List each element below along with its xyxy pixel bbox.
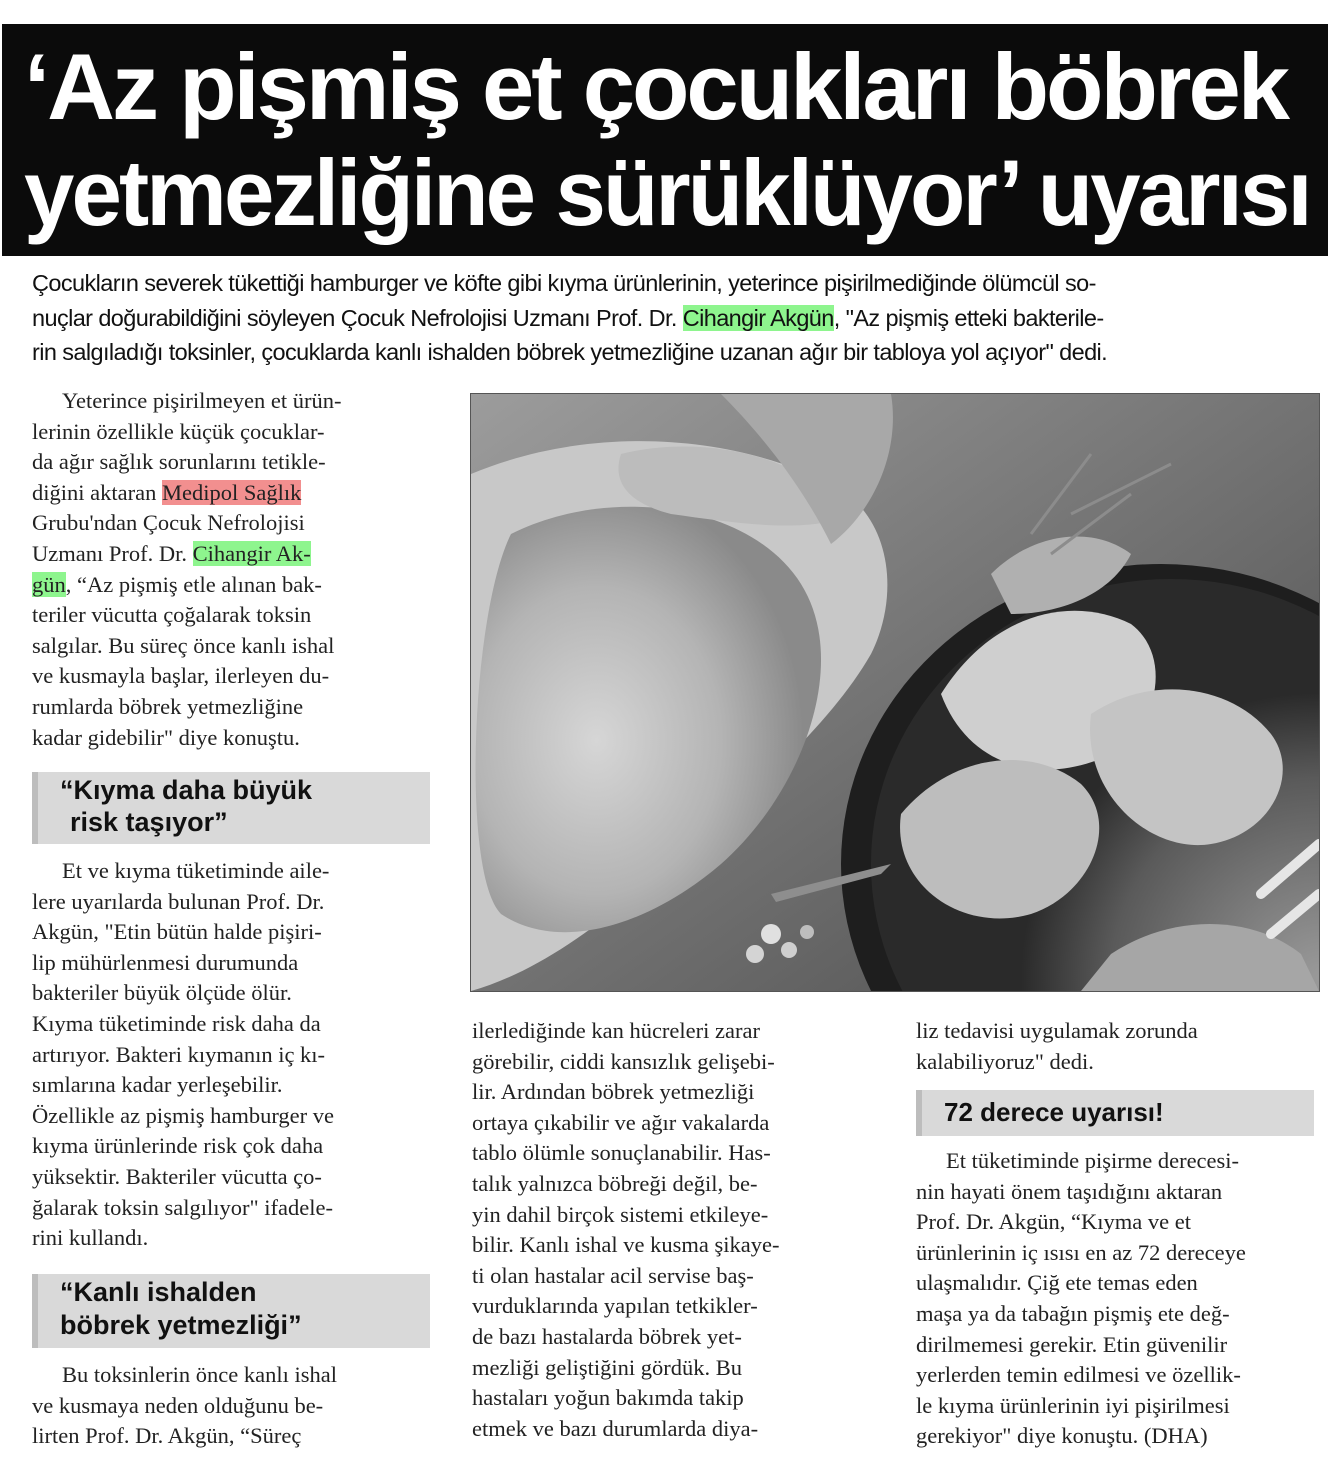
body-line: ortaya çıkabilir ve ağır vakalarda [472,1109,770,1135]
body-text: , “Az pişmiş etle alınan bak- [65,571,322,597]
body-line: hastaları yoğun bakımda takip [472,1385,744,1411]
body-line: mezliği geliştiğini gördük. Bu [472,1354,742,1380]
body-line: gerekiyor" diye konuştu. (DHA) [916,1423,1208,1449]
body-text: Uzmanı Prof. Dr. [32,540,193,566]
body-line: rini kullandı. [32,1225,149,1251]
lead-line: Çocukların severek tükettiği hamburger ve köfte gibi kıyma ürünlerinin, yeterince pişirilmediğinde ölümcül so- [32,270,1096,296]
body-line: dirilmemesi gerekir. Etin güvenilir [916,1331,1228,1357]
subheading-line: “Kıyma daha büyük [60,775,313,805]
body-line: Grubu'ndan Çocuk Nefrolojisi [32,510,305,536]
body-line: kadar gidebilir" diye konuştu. [32,724,300,750]
body-line: Yeterince pişirilmeyen et ürün- [62,388,342,413]
body-line: ve kusmaya neden olduğunu be- [32,1392,324,1418]
lead-line: rin salgıladığı toksinler, çocuklarda kanlı ishalden böbrek yetmezliğine uzanan ağır bir tabloya yol açıyor" dedi. [32,339,1108,365]
column-1-paragraph-3 [32,1360,448,1452]
body-line [32,539,448,570]
highlighted-person-name: Cihangir Akgün [682,304,834,331]
body-line: ve kusmayla başlar, ilerleyen du- [32,663,330,689]
body-line [32,478,448,509]
body-line: lir. Ardından böbrek yetmezliği [472,1079,755,1105]
subheading-1 [32,772,430,844]
column-1-paragraph-2 [32,856,448,1254]
body-line: ti olan hastalar acil servise baş- [472,1262,754,1288]
body-line [32,570,448,601]
body-line: Akgün, "Etin bütün halde pişiri- [32,919,322,945]
body-line: ürünlerinin iç ısısı en az 72 dereceye [916,1239,1246,1265]
body-line: Et tüketiminde pişirme derecesi- [946,1148,1240,1173]
subheading-line: 72 derece uyarısı! [944,1097,1164,1127]
body-line: Et ve kıyma tüketiminde aile- [62,858,330,883]
body-line: ğalarak toksin salgılıyor" ifadele- [32,1194,333,1220]
body-line: maşa ya da tabağın pişmiş ete değ- [916,1300,1230,1326]
body-line: Kıyma tüketiminde risk daha da [32,1010,321,1036]
meat-photo-graphic [471,394,1319,991]
body-line: rumlarda böbrek yetmezliğine [32,693,304,719]
column-3-paragraph-1 [916,1016,1316,1077]
headline-line-1: ‘Az pişmiş et çocukları böbrek [24,34,1287,139]
highlighted-person-name: gün [32,571,66,597]
body-text: diğini aktaran [32,479,162,505]
body-line: salgılar. Bu süreç önce kanlı ishal [32,632,335,658]
body-line: kıyma ürünlerinde risk çok daha [32,1133,324,1159]
body-line: yüksektir. Bakteriler vücutta ço- [32,1163,322,1189]
body-line: ilerlediğinde kan hücreleri zarar [472,1018,760,1043]
subheading-3 [916,1090,1314,1136]
body-line: lip mühürlenmesi durumunda [32,949,299,975]
subheading-2 [32,1274,430,1348]
body-line: sımlarına kadar yerleşebilir. [32,1072,283,1098]
subheading-line: böbrek yetmezliği” [60,1310,302,1340]
lead-text: nuçlar doğurabildiğini söyleyen Çocuk Nefrolojisi Uzmanı Prof. Dr. [32,304,683,331]
body-line: lerinin özellikle küçük çocuklar- [32,418,325,444]
body-line: le kıyma ürünlerinin iyi pişirilmesi [916,1392,1230,1418]
body-line: bakteriler büyük ölçüde ölür. [32,980,292,1006]
subheading-line: “Kanlı ishalden [60,1277,257,1307]
body-line: lirten Prof. Dr. Akgün, “Süreç [32,1423,302,1449]
column-1-paragraph-1 [32,386,448,753]
column-2-text [472,1016,892,1444]
body-line: kalabiliyoruz" dedi. [916,1048,1094,1074]
lead-text: , "Az pişmiş etteki bakterile- [833,304,1104,331]
body-line: liz tedavisi uygulamak zorunda [916,1018,1198,1043]
headline-line-2: yetmezliğine sürüklüyor’ uyarısı [24,140,1310,245]
body-line: etmek ve bazı durumlarda diya- [472,1415,759,1441]
column-3-paragraph-2 [916,1146,1316,1452]
body-line: Özellikle az pişmiş hamburger ve [32,1102,334,1128]
highlighted-organization: Medipol Sağlık [161,479,302,505]
body-line: Prof. Dr. Akgün, “Kıyma ve et [916,1209,1191,1235]
body-line: talık yalnızca böbreği değil, be- [472,1170,758,1196]
body-line: yin dahil birçok sistemi etkileye- [472,1201,769,1227]
subheading-line: risk taşıyor” [70,807,228,837]
lead-line [32,301,1322,336]
meat-photo [470,393,1320,992]
body-line: bilir. Kanlı ishal ve kusma şikaye- [472,1232,780,1258]
body-line: lere uyarılarda bulunan Prof. Dr. [32,888,325,914]
body-line: de bazı hastalarda böbrek yet- [472,1323,742,1349]
body-line: vurduklarında yapılan tetkikler- [472,1293,758,1319]
body-line: da ağır sağlık sorunlarını tetikle- [32,449,326,475]
headline-banner [2,24,1328,256]
body-line: Bu toksinlerin önce kanlı ishal [62,1362,337,1387]
body-line: ulaşmalıdır. Çiğ ete temas eden [916,1270,1198,1296]
body-line: yerlerden temin edilmesi ve özellik- [916,1362,1241,1388]
body-line: görebilir, ciddi kansızlık gelişebi- [472,1048,775,1074]
lead-paragraph [32,266,1322,370]
body-line: nin hayati önem taşıdığını aktaran [916,1178,1223,1204]
body-line: artırıyor. Bakteri kıymanın iç kı- [32,1041,326,1067]
body-line: teriler vücutta çoğalarak toksin [32,602,312,628]
highlighted-person-name: Cihangir Ak- [192,540,311,566]
body-line: tablo ölümle sonuçlanabilir. Has- [472,1140,771,1166]
